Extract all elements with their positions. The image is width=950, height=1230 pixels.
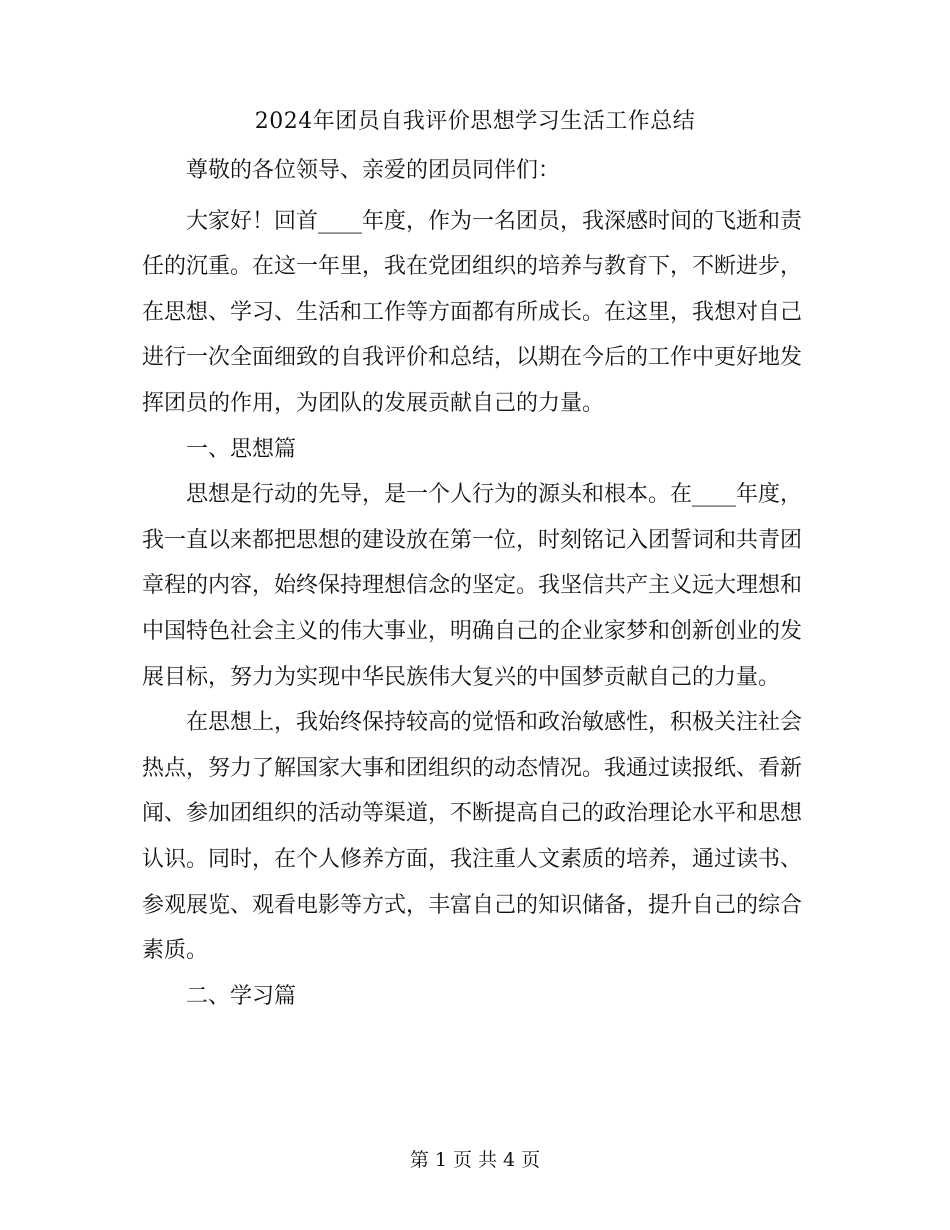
- document-title: 2024年团员自我评价思想学习生活工作总结: [254, 109, 696, 134]
- paragraph-intro: 大家好！回首____年度，作为一名团员，我深感时间的飞逝和责任的沉重。在这一年里，我在党团组织的培养与教育下，不断进步，在思想、学习、生活和工作等方面都有所成长。在这里，我想对自己进行一次全面细致的自我评价和总结，以期在今后的工作中更好地发挥团员的作用，为团队的发展贡献自己的力量。: [142, 208, 803, 416]
- section-heading-study: 二、学习篇: [186, 983, 297, 1009]
- paragraph-thought-1: 思想是行动的先导，是一个人行为的源头和根本。在____年度，我一直以来都把思想的建设放在第一位，时刻铭记入团誓词和共青团章程的内容，始终保持理想信念的坚定。我坚信共产主义远大理想和中国特色社会主义的伟大事业，明确自己的企业家梦和创新创业的发展目标，努力为实现中华民族伟大复兴的中国梦贡献自己的力量。: [142, 482, 803, 690]
- salutation: 尊敬的各位领导、亲爱的团员同伴们：: [186, 158, 561, 183]
- section-heading-thought: 一、思想篇: [186, 436, 297, 462]
- paragraph-thought-2: 在思想上，我始终保持较高的觉悟和政治敏感性，积极关注社会热点，努力了解国家大事和团组织的动态情况。我通过读报纸、看新闻、参加团组织的活动等渠道，不断提高自己的政治理论水平和思想认识。同时，在个人修养方面，我注重人文素质的培养，通过读书、参观展览、观看电影等方式，丰富自己的知识储备，提升自己的综合素质。: [142, 710, 803, 964]
- document-body: [142, 148, 802, 1019]
- page-number-footer: 第 1 页 共 4 页: [409, 1149, 541, 1171]
